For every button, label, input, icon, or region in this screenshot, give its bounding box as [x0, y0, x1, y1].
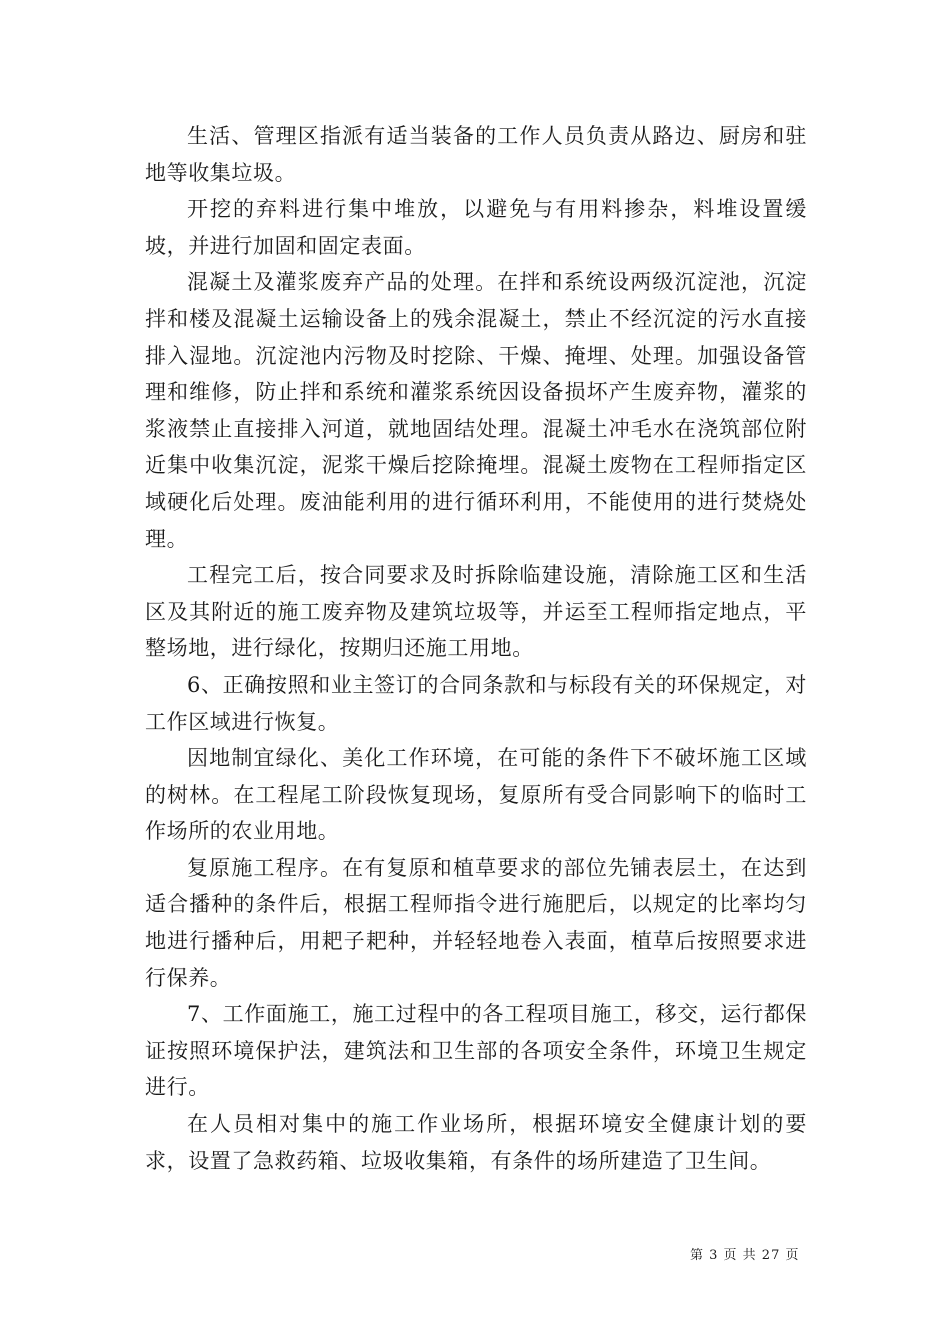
- paragraph-concrete-waste: 混凝土及灌浆废弃产品的处理。在拌和系统设两级沉淀池，沉淀拌和楼及混凝土运输设备上的残余混凝土，禁止不经沉淀的污水直接排入湿地。沉淀池内污物及时挖除、干燥、掩埋、处理。加强设备管理和维修，防止拌和系统和灌浆系统因设备损坏产生废弃物，灌浆的浆液禁止直接排入河道，就地固结处理。混凝土冲毛水在浇筑部位附近集中收集沉淀，泥浆干燥后挖除掩埋。混凝土废物在工程师指定区域硬化后处理。废油能利用的进行循环利用，不能使用的进行焚烧处理。: [145, 270, 807, 551]
- paragraph-first-aid-facilities: 在人员相对集中的施工作业场所，根据环境安全健康计划的要求，设置了急救药箱、垃圾收集箱，有条件的场所建造了卫生间。: [145, 1112, 807, 1173]
- paragraph-greening: 因地制宜绿化、美化工作环境，在可能的条件下不破坏施工区域的树林。在工程尾工阶段恢复现场，复原所有受合同影响下的临时工作场所的农业用地。: [145, 746, 807, 844]
- paragraph-site-cleanup: 工程完工后，按合同要求及时拆除临建设施，清除施工区和生活区及其附近的施工废弃物及建筑垃圾等，并运至工程师指定地点，平整场地，进行绿化，按期归还施工用地。: [145, 563, 807, 661]
- paragraph-garbage-collection: 生活、管理区指派有适当装备的工作人员负责从路边、厨房和驻地等收集垃圾。: [145, 124, 807, 185]
- page-number-footer: 第 3 页 共 27 页: [690, 1248, 800, 1263]
- paragraph-item-7-work-surface: 7、工作面施工，施工过程中的各工程项目施工，移交，运行都保证按照环境保护法，建筑法和卫生部的各项安全条件，环境卫生规定进行。: [145, 1002, 807, 1100]
- paragraph-restoration-procedure: 复原施工程序。在有复原和植草要求的部位先铺表层土，在达到适合播种的条件后，根据工程师指令进行施肥后，以规定的比率均匀地进行播种后，用耙子耙种，并轻轻地卷入表面，植草后按照要求进行保养。: [145, 855, 807, 990]
- paragraph-item-6-restoration: 6、正确按照和业主签订的合同条款和与标段有关的环保规定，对工作区域进行恢复。: [145, 672, 807, 734]
- document-body: [145, 118, 807, 1179]
- paragraph-spoil-stacking: 开挖的弃料进行集中堆放，以避免与有用料掺杂，料堆设置缓坡，并进行加固和固定表面。: [145, 197, 807, 258]
